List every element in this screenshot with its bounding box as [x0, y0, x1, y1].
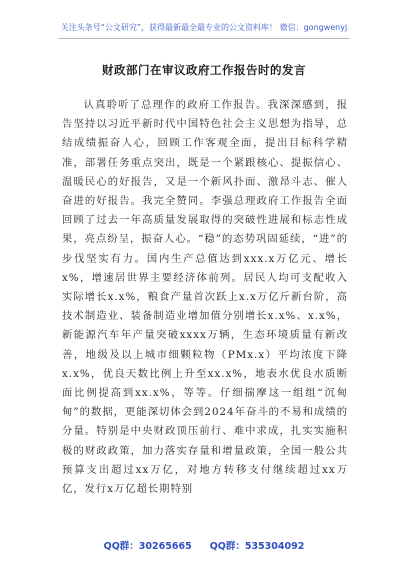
- document-body-paragraph: 认真聆听了总理作的政府工作报告。我深深感到，报告坚持以习近平新时代中国特色社会主义思想为指导，总结成绩振奋人心，回顾工作客观全面，提出目标科学精准，部署任务重点突出，既是一个紧跟核心、提振信心、温暖民心的好报告，又是一个新风扑面、激昂斗志、催人奋进的好报告。我完全赞同。李强总理政府工作报告全面回顾了过去一年高质量发展取得的突破性进展和标志性成果，亮点纷呈，振奋人心。“稳”的态势巩固延续，“进”的步伐坚实有力。国内生产总值达到xxx.x万亿元、增长x%，增速居世界主要经济体前列。居民人均可支配收入实际增长x.x%，粮食产量首次跃上x.x万亿斤新台阶，高技术制造业、装备制造业增加值分别增长x.x%、x.x%，新能源汽车年产量突破xxxx万辆，生态环境质量有新改善，地级及以上城市细颗粒物（PMx.x）平均浓度下降x.x%，优良天数比例上升至xx.x%，地表水优良水质断面比例提高到xx.x%，等等。仔细揣摩这一组组“沉甸甸”的数据，更能深切体会到2024年奋斗的不易和成绩的分量。特别是中央财政顶压前行、难中求成，扎实实施积极的财政政策，加力落实存量和增量政策，全国一般公共预算支出超过xx万亿，对地方转移支付继续超过xx万亿，发行x万亿超长期特别: [62, 99, 348, 496]
- footer-contact: [0, 538, 408, 552]
- document-title: 财政部门在审议政府工作报告时的发言: [102, 63, 306, 77]
- header-banner: 关注头条号“公文研究”，获得最新最全最专业的公文资料库！ 微信：gongwenyj: [60, 23, 348, 32]
- header-divider: [58, 38, 350, 39]
- footer-qq-group-right: QQ群：535304092: [209, 541, 305, 552]
- footer-qq-group-left: QQ群：30265665: [103, 541, 192, 552]
